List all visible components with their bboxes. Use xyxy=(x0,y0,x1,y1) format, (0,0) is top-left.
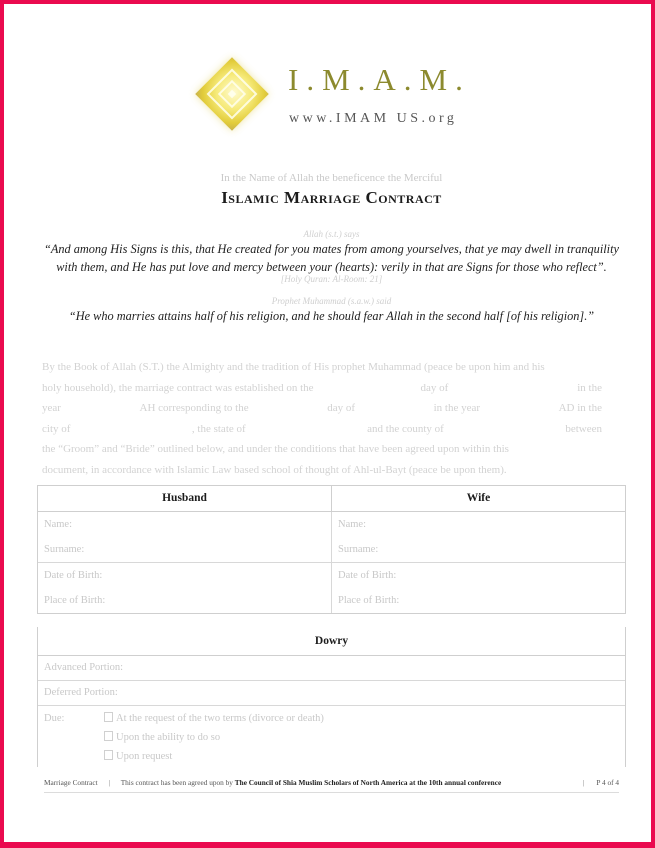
table-row xyxy=(38,563,625,588)
basmala-line: In the Name of Allah the beneficence the Merciful xyxy=(220,172,443,184)
wife-pob-field[interactable]: Place of Birth: xyxy=(331,588,625,613)
header-husband: Husband xyxy=(162,492,207,504)
hadith-quote: “He who marries attains half of his religion, and he should fear Allah in the second half [of his religion].” xyxy=(68,309,595,323)
checkbox-icon[interactable] xyxy=(104,750,113,760)
checkbox-icon[interactable] xyxy=(104,712,113,722)
preamble-line: By the Book of Allah (S.T.) the Almighty and the tradition of His prophet Muhammad (peace be upon him and his xyxy=(42,361,545,373)
husband-pob-field[interactable]: Place of Birth: xyxy=(44,595,106,606)
quote-source: [Holy Quran: Al-Room: 21] xyxy=(280,274,383,284)
due-option-divorce-death[interactable]: At the request of the two terms (divorce or death) xyxy=(104,710,324,728)
table-row xyxy=(38,537,625,563)
quote-line: “And among His Signs is this, that He created for you mates from among yourselves, that ye may dwell in tranquility xyxy=(44,242,619,256)
contract-preamble xyxy=(42,357,602,480)
husband-name-field[interactable]: Name: xyxy=(44,519,72,530)
footer-council: The Council of Shia Muslim Scholars of North America at the 10th annual conference xyxy=(234,778,502,787)
brand-name: I.M.A.M. xyxy=(288,62,471,97)
page-footer xyxy=(44,778,619,793)
due-option-request[interactable]: Upon request xyxy=(104,748,172,766)
deferred-portion-field[interactable]: Deferred Portion: xyxy=(38,681,625,706)
wife-dob-field[interactable]: Date of Birth: xyxy=(331,563,625,588)
checkbox-icon[interactable] xyxy=(104,731,113,741)
header-wife: Wife xyxy=(331,486,625,511)
preamble-line: city of , the state of and the county of between xyxy=(42,422,602,435)
table-row xyxy=(38,588,625,613)
advanced-portion-field[interactable]: Advanced Portion: xyxy=(38,656,625,681)
preamble-line: holy household), the marriage contract was established on the day of in the xyxy=(42,381,602,394)
imam-diamond-logo-icon xyxy=(195,57,269,131)
quran-quote xyxy=(34,240,629,276)
brand-url: www.IMAM US.org xyxy=(289,111,458,126)
spouse-table-header xyxy=(38,486,625,512)
preamble-line: document, in accordance with Islamic Law based school of thought of Ahl-ul-Bayt (peace be upon them). xyxy=(42,463,507,476)
husband-dob-field[interactable]: Date of Birth: xyxy=(44,570,103,581)
wife-surname-field[interactable]: Surname: xyxy=(331,537,625,562)
wife-name-field[interactable]: Name: xyxy=(331,512,625,537)
preamble-line: the “Groom” and “Bride” outlined below, and under the conditions that have been agreed upon within this xyxy=(42,443,509,455)
due-option-ability[interactable]: Upon the ability to do so xyxy=(104,729,220,747)
quote-line: with them, and He has put love and mercy between your (hearts): verily in that are Signs for those who reflect”. xyxy=(56,260,607,274)
table-row xyxy=(38,512,625,537)
due-label: Due: xyxy=(44,713,65,724)
footer-page-number: | P 4 of 4 xyxy=(582,778,619,787)
hadith-caption: Prophet Muhammad (s.a.w.) said xyxy=(271,296,392,306)
dowry-header: Dowry xyxy=(38,627,625,656)
footer-separator: | xyxy=(108,778,110,787)
quote-caption: Allah (s.t.) says xyxy=(303,229,360,239)
dowry-section xyxy=(37,627,626,767)
preamble-line: year AH corresponding to the day of in the year AD in the xyxy=(42,402,602,414)
footer-doc-name: Marriage Contract xyxy=(44,778,98,787)
husband-surname-field[interactable]: Surname: xyxy=(44,544,85,555)
footer-agreement: This contract has been agreed upon by xyxy=(120,778,235,787)
document-title: Islamic Marriage Contract xyxy=(221,188,442,207)
spouse-table xyxy=(37,485,626,614)
